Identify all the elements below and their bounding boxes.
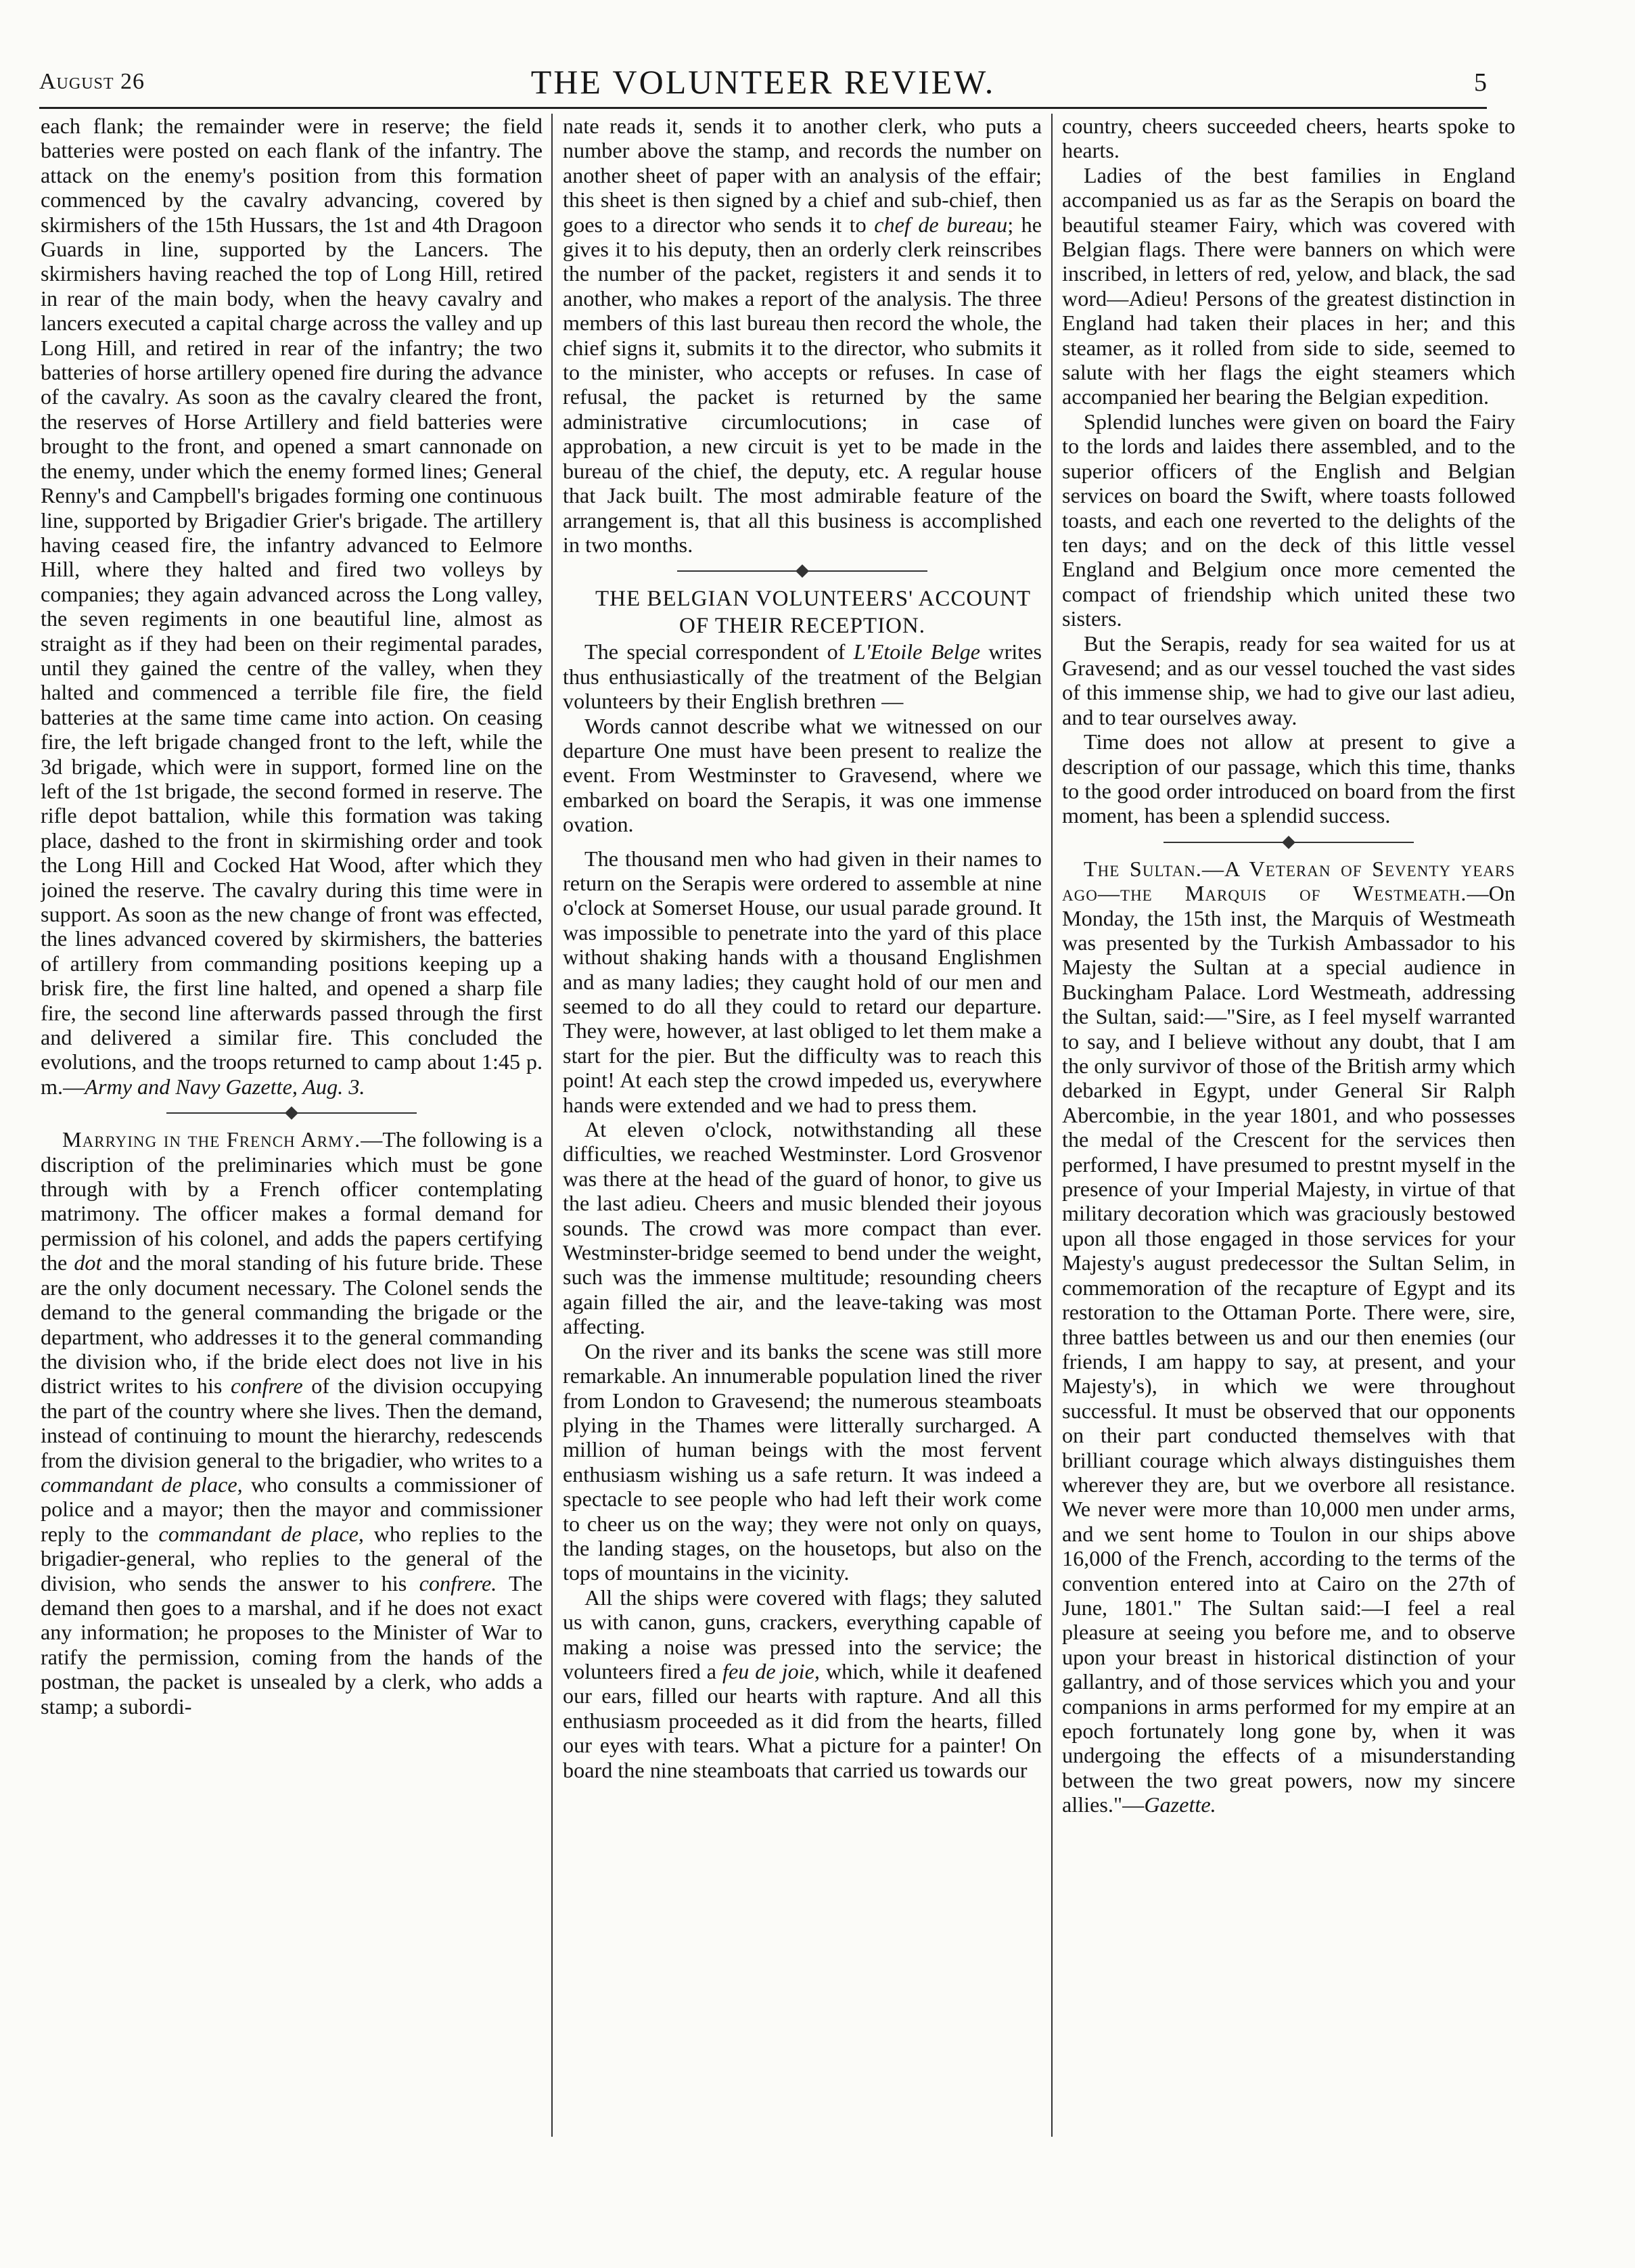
article-separator — [1062, 838, 1515, 847]
header-rule — [39, 107, 1487, 109]
column-3 — [1062, 114, 1515, 2157]
paragraph: At eleven o'clock, notwithstanding all these difficulties, we reached Westminster. Lord Grosvenor was there at the head of the guard of honor, to give us the last adieu. Cheers and music blended their joyous sounds. The crowd was more compact than ever. Westminster-bridge seemed to bend under the weight, such was the immense multitude; resounding cheers again filled the air, and the leave-taking was most affecting. — [563, 1117, 1042, 1339]
publication-title: THE VOLUNTEER REVIEW. — [530, 63, 996, 101]
article-separator — [563, 566, 1042, 576]
article-sultan-veteran: The Sultan.—A Veteran of Seventy years ago—the Marquis of Westmeath.—On Monday, the 15th inst, the Marquis of Westmeath was presented by the Turkish Ambassador to his Majesty the Sultan at a special audience in Buckingham Palace. Lord Westmeath, addressing the Sultan, said:—"Sire, as I feel myself warranted to say, and I believe without any doubt, that I am the only survivor of those of the British army which debarked in Egypt, under General Sir Ralph Abercombie, in the year 1801, and who possesses the medal of the Crescent for the services then performed, I have presumed to prestnt myself in the presence of your Imperial Majesty, in virtue of that military decoration which was graciously bestowed upon all those engaged in those services for your Majesty's august predecessor the Sultan Selim, in commemoration of the recapture of Egypt and its restoration to the Ottaman Porte. There were, sire, three battles between us and our then enemies (our friends, I am happy to say, at present, and your Majesty's), in which we were throughout successful. It must be observed that our opponents on their part conducted themselves with that brilliant courage which always distinguishes them wherever they are, but we overbore all resistance. We never were more than 10,000 men under arms, and we sent home to Toulon in our ships above 16,000 of the French, according to the terms of the convention entered into at Cairo on the 27th of June, 1801." The Sultan said:—I feel a real pleasure at seeing you before me, and to observe upon your breast in historical distinction of your gallantry, and of those services which you and your companions in arms performed for my empire at an epoch fortunately long gone by, when it was undergoing the effects of a misunderstanding between the two great powers, now my sincere allies."—Gazette. — [1062, 856, 1515, 1817]
article-source: Army and Navy Gazette, Aug. 3. — [85, 1074, 365, 1099]
column-divider-2 — [1051, 114, 1053, 2137]
article-separator — [41, 1108, 543, 1118]
article-source: Gazette. — [1144, 1792, 1216, 1817]
paragraph: The thousand men who had given in their names to return on the Serapis were ordered to assemble at nine o'clock at Somerset House, our usual parade ground. It was impossible to penetrate into the yard of this place without shaking hands with a thousand Englishmen and as many ladies; they caught hold of our men and seemed to do all they could to retard our departure. They were, however, at last obliged to let them make a start for the pier. But the difficulty was to reach this point! At each step the crowd impeded us, everywhere hands were extended and we had to press them. — [563, 846, 1042, 1117]
article-lead: The Sultan.—A Veteran of Seventy years ago—the Marquis of Westmeath. — [1062, 856, 1515, 906]
paragraph: Splendid lunches were given on board the Fairy to the lords and laides there assembled, and to the superior officers of the English and Belgian services on board the Swift, where toasts followed toasts, and each one reverted to the delights of the ten days; and on the deck of this little vessel England and Belgium once more cemented the compact of friendship which united these two sisters. — [1062, 409, 1515, 631]
paragraph: But the Serapis, ready for sea waited for us at Gravesend; and as our vessel touched the vast sides of this immense ship, we had to give our last adieu, and to tear ourselves away. — [1062, 631, 1515, 729]
column-2 — [563, 114, 1042, 2157]
paragraph: All the ships were covered with flags; they saluted us with canon, guns, crackers, everything capable of making a noise was pressed into the service; the volunteers fired a feu de joie, which, while it deafened our ears, filled our hearts with rapture. And all this enthusiasm proceeded as it did from the hearts, filled our eyes with tears. What a picture for a painter! On board the nine steamboats that carried us towards our — [563, 1585, 1042, 1782]
page-number: 5 — [1474, 68, 1487, 97]
paragraph: Time does not allow at present to give a description of our passage, which this time, thanks to the good order introduced on board from the first moment, has been a splendid success. — [1062, 729, 1515, 828]
article-french-army-continuation: nate reads it, sends it to another clerk, who puts a number above the stamp, and records the number on another sheet of paper with an analysis of the effair; this sheet is then signed by a chief and sub-chief, then goes to a director who sends it to chef de bureau; he gives it to his deputy, then an orderly clerk reinscribes the number of the packet, registers it and sends it to another, who makes a report of the analysis. The three members of this last bureau then record the whole, the chief signs it, submits it to the director, who submits it to the minister, who accepts or refuses. In case of refusal, the packet is returned by the same administrative circumlocutions; in case of approbation, a new circuit is yet to be made in the bureau of the chief, the deputy, etc. A regular house that Jack built. The most admirable feature of the arrangement is, that all this business is accomplished in two months. — [563, 114, 1042, 557]
article-lead: Marrying in the French Army. — [62, 1127, 361, 1152]
paragraph: The special correspondent of L'Etoile Belge writes thus enthusiastically of the treatment of the Belgian volunteers by their English brethren — — [563, 639, 1042, 714]
paragraph: country, cheers succeeded cheers, hearts spoke to hearts. — [1062, 114, 1515, 163]
article-french-army-marriage: Marrying in the French Army.—The following is a discription of the preliminaries which must be gone through with by a French officer contemplating matrimony. The officer makes a formal demand for permission of his colonel, and adds the papers certifying the dot and the moral standing of his future bride. These are the only document necessary. The Colonel sends the demand to the general commanding the brigade or the department, who addresses it to the general commanding the division who, if the bride elect does not live in his district writes to his confrere of the division occupying the part of the country where she lives. Then the demand, instead of continuing to mount the hierarchy, redescends from the division general to the brigadier, who writes to a commandant de place, who consults a commissioner of police and a mayor; then the mayor and commissioner reply to the commandant de place, who replies to the brigadier-general, who replies to the general of the division, who sends the answer to his confrere. The demand then goes to a marshal, and if he does not exact any information; he proposes to the Minister of War to ratify the permission, coming from the hands of the postman, the packet is unsealed by a clerk, who adds a stamp; a subordi- — [41, 1127, 543, 1719]
issue-date: August 26 — [39, 69, 145, 94]
page-header — [39, 62, 1487, 103]
paragraph: On the river and its banks the scene was still more remarkable. An innumerable population lined the river from London to Gravesend; the numerous steamboats plying in the Thames were litterally surcharged. A million of human beings with the most fervent enthusiasm wishing us a safe return. It was indeed a spectacle to see people who had left their work come to cheer us on the way; they were not only on quays, the landing stages, on the housetops, but also on the tops of mountains in the vicinity. — [563, 1338, 1042, 1585]
article-review-continuation: each flank; the remainder were in reserve; the field batteries were posted on each flank of the infantry. The attack on the enemy's position from this formation commenced by the cavalry advancing, covered by skirmishers of the 15th Hussars, the 1st and 4th Dragoon Guards in line, supported by the Lancers. The skirmishers having reached the top of Long Hill, retired in rear of the main body, when the heavy cavalry and lancers executed a capital charge across the valley and up Long Hill, and retired in rear of the infantry; the two batteries of horse artillery opened fire during the advance of the cavalry. As soon as the cavalry cleared the front, the reserves of Horse Artillery and field batteries were brought to the front, and opened a smart cannonade on the enemy, under which the enemy formed lines; General Renny's and Campbell's brigades forming one continuous line, supported by Brigadier Grier's brigade. The artillery having ceased fire, the infantry advanced to Eelmore Hill, where they halted and fired two volleys by companies; they again advanced across the Long valley, the seven regiments in one beautiful line, almost as straight as if they had been on their regimental parades, until they gained the centre of the valley, when they halted and commenced a terrible file fire, the field batteries at the same time came into action. On ceasing fire, the left brigade changed front to the left, while the 3d brigade, which were in support, formed line on the left of the 1st brigade, the second formed in reserve. The rifle depot battalion, while this formation was taking place, dashed to the front in skirmishing order and took the Long Hill and Cocked Hat Wood, after which they joined the reserve. The cavalry during this time were in support. As soon as the new change of front was effected, the lines advanced covered by skirmishers, the batteries of artillery from commanding positions keeping up a brisk fire, the first line halted, and opened a sharp file fire, the second line afterwards passed through the first and delivered a similar fire. This concluded the evolutions, and the troops returned to camp about 1:45 p. m.—Army and Navy Gazette, Aug. 3. — [41, 114, 543, 1099]
paragraph: Words cannot describe what we witnessed on our departure One must have been present to realize the event. From Westminster to Gravesend, where we embarked on board the Serapis, it was one immense ovation. — [563, 713, 1042, 837]
column-divider-1 — [551, 114, 553, 2137]
column-1 — [41, 114, 543, 2157]
paragraph: Ladies of the best families in England accompanied us as far as the Serapis on board the beautiful steamer Fairy, which was covered with Belgian flags. There were banners on which were inscribed, in letters of red, yelow, and black, the sad word—Adieu! Persons of the greatest distinction in England had taken their places in her; and this steamer, as it rolled from side to side, seemed to salute with her flags the eight steamers which accompanied her bearing the Belgian expedition. — [1062, 162, 1515, 409]
article-headline: THE BELGIAN VOLUNTEERS' ACCOUNT OF THEIR RECEPTION. — [595, 587, 1032, 639]
